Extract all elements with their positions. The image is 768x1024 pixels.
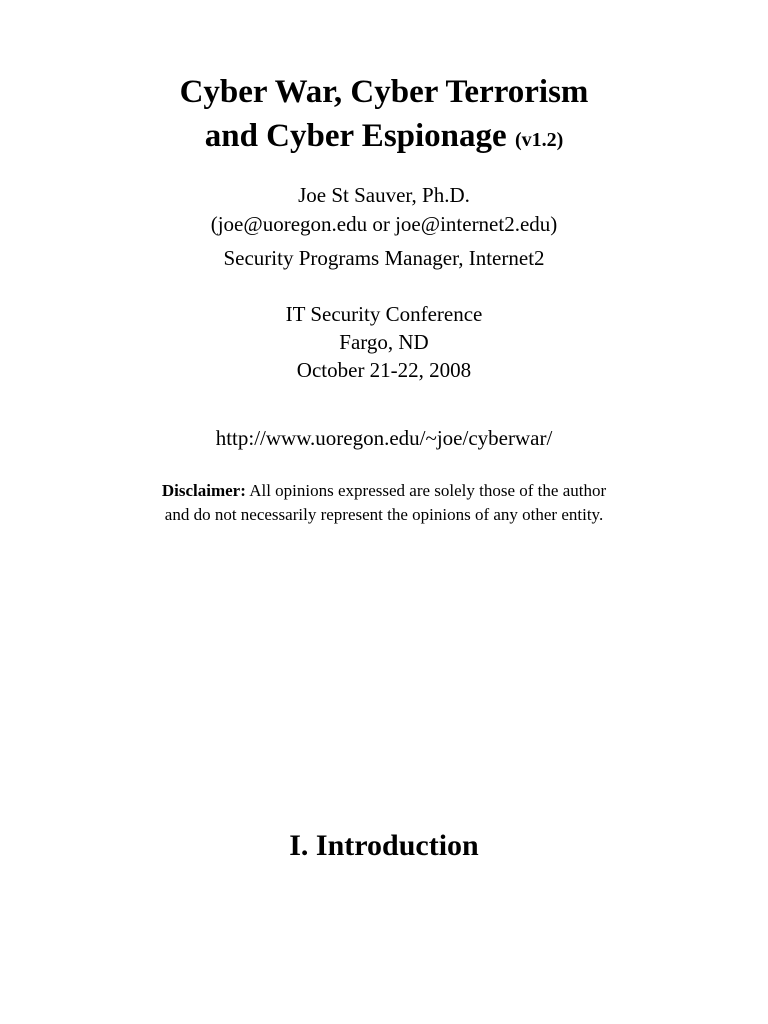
- title-line-1: [0, 72, 768, 112]
- disclaimer-label: Disclaimer:: [161, 481, 246, 500]
- author-name: Joe St Sauver, Ph.D.: [298, 183, 470, 207]
- section-heading: I. Introduction: [289, 829, 479, 862]
- title-line-2: [0, 116, 768, 160]
- website-url: http://www.uoregon.edu/~joe/cyberwar/: [215, 426, 553, 450]
- conference-location: Fargo, ND: [339, 330, 429, 354]
- disclaimer-line-2: and do not necessarily represent the opinions of any other entity.: [164, 505, 604, 524]
- disclaimer-text-1: All opinions expressed are solely those of the author: [249, 481, 607, 500]
- conference-date: October 21-22, 2008: [296, 358, 472, 382]
- title-text-1: Cyber War, Cyber Terrorism: [179, 74, 589, 110]
- author-emails: (joe@uoregon.edu or joe@internet2.edu): [210, 212, 558, 236]
- author-role: Security Programs Manager, Internet2: [223, 246, 545, 270]
- version-label: (v1.2): [514, 129, 564, 151]
- disclaimer-line-1: [0, 479, 768, 503]
- title-text-2: and Cyber Espionage: [204, 118, 507, 154]
- conference-name: IT Security Conference: [285, 302, 483, 326]
